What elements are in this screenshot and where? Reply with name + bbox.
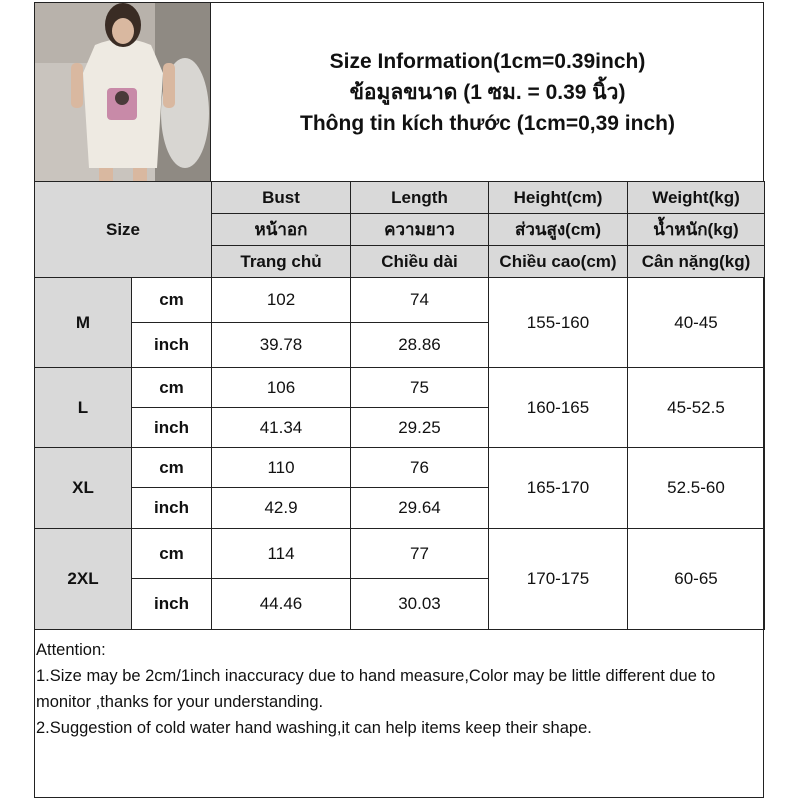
unit-inch: inch (132, 323, 212, 368)
col-weight-th: น้ำหนัก(kg) (628, 214, 765, 246)
col-bust-vi: Trang chủ (212, 246, 351, 278)
bust-cm: 106 (212, 368, 351, 408)
length-inch: 30.03 (351, 579, 489, 630)
table-row (35, 448, 765, 488)
table-header-row (35, 182, 765, 214)
table-row (35, 278, 765, 323)
col-length-en: Length (351, 182, 489, 214)
size-information-header (212, 3, 763, 181)
bust-inch: 42.9 (212, 488, 351, 529)
table-row (35, 368, 765, 408)
col-height-th: ส่วนสูง(cm) (489, 214, 628, 246)
height-range: 170-175 (489, 529, 628, 630)
size-label: XL (35, 448, 132, 529)
height-range: 165-170 (489, 448, 628, 529)
header-line-th: ข้อมูลขนาด (1 ซม. = 0.39 นิ้ว) (349, 80, 626, 104)
size-table (34, 181, 765, 630)
col-weight-en: Weight(kg) (628, 182, 765, 214)
bust-cm: 114 (212, 529, 351, 579)
size-label: M (35, 278, 132, 368)
attention-notes (36, 637, 761, 741)
bust-inch: 41.34 (212, 408, 351, 448)
height-range: 155-160 (489, 278, 628, 368)
attention-note-2: 2.Suggestion of cold water hand washing,it can help items keep their shape. (36, 719, 592, 737)
attention-note-1: 1.Size may be 2cm/1inch inaccuracy due to hand measure,Color may be little different due to monitor ,thanks for your understanding. (36, 667, 716, 711)
weight-range: 60-65 (628, 529, 765, 630)
attention-title: Attention: (36, 641, 106, 659)
unit-cm: cm (132, 448, 212, 488)
length-cm: 74 (351, 278, 489, 323)
col-bust-en: Bust (212, 182, 351, 214)
size-column-title: Size (35, 182, 212, 278)
header-line-vi: Thông tin kích thước (1cm=0,39 inch) (300, 111, 675, 135)
bust-cm: 110 (212, 448, 351, 488)
unit-inch: inch (132, 408, 212, 448)
header-line-en: Size Information(1cm=0.39inch) (329, 49, 646, 73)
table-row (35, 529, 765, 579)
size-label: 2XL (35, 529, 132, 630)
weight-range: 52.5-60 (628, 448, 765, 529)
col-weight-vi: Cân nặng(kg) (628, 246, 765, 278)
product-photo (35, 3, 211, 181)
length-cm: 77 (351, 529, 489, 579)
length-inch: 29.25 (351, 408, 489, 448)
col-height-en: Height(cm) (489, 182, 628, 214)
col-length-th: ความยาว (351, 214, 489, 246)
bust-cm: 102 (212, 278, 351, 323)
length-inch: 28.86 (351, 323, 489, 368)
col-bust-th: หน้าอก (212, 214, 351, 246)
unit-cm: cm (132, 278, 212, 323)
unit-cm: cm (132, 368, 212, 408)
bust-inch: 39.78 (212, 323, 351, 368)
length-cm: 76 (351, 448, 489, 488)
length-inch: 29.64 (351, 488, 489, 529)
size-label: L (35, 368, 132, 448)
unit-cm: cm (132, 529, 212, 579)
bust-inch: 44.46 (212, 579, 351, 630)
weight-range: 40-45 (628, 278, 765, 368)
unit-inch: inch (132, 579, 212, 630)
product-photo-illustration (35, 3, 211, 181)
unit-inch: inch (132, 488, 212, 529)
height-range: 160-165 (489, 368, 628, 448)
col-length-vi: Chiều dài (351, 246, 489, 278)
length-cm: 75 (351, 368, 489, 408)
col-height-vi: Chiều cao(cm) (489, 246, 628, 278)
weight-range: 45-52.5 (628, 368, 765, 448)
